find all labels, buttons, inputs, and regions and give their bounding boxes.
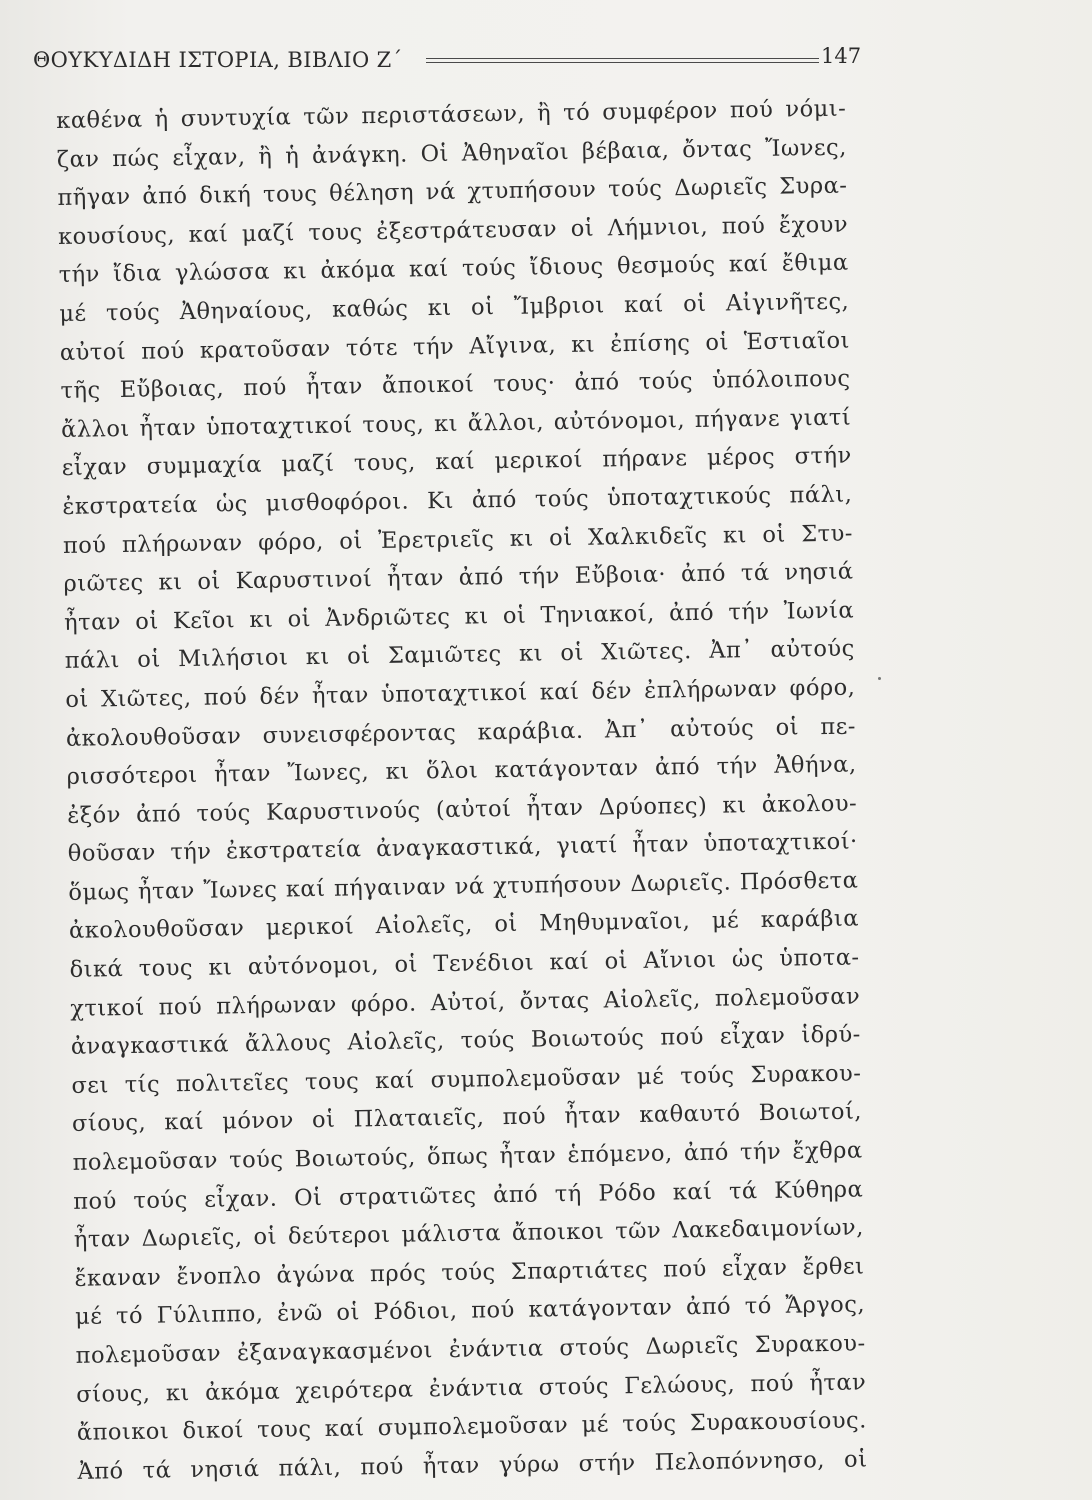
- text-line: ὅμως ἦταν Ἴωνες καί πήγαιναν νά χτυπήσουν Δωριεῖς. Πρόσθετα: [68, 867, 859, 906]
- page-number: 147: [821, 44, 862, 68]
- header-rule-top: [426, 58, 819, 59]
- text-line: σει τίς πολιτεῖες τους καί συμπολεμοῦσαν μέ τούς Συρακου-: [71, 1060, 862, 1099]
- text-line: πῆγαν ἀπό δική τους θέληση νά χτυπήσουν τούς Δωριεῖς Συρα-: [57, 172, 848, 212]
- text-line: μέ τούς Ἀθηναίους, καθώς κι οἱ Ἴμβριοι καί οἱ Αἰγινῆτες,: [59, 288, 850, 327]
- body-text: [56, 89, 878, 1491]
- text-line: ἐξόν ἀπό τούς Καρυστινούς (αὐτοί ἦταν Δρύοπες) κι ἀκολου-: [67, 790, 858, 829]
- text-line: θοῦσαν τήν ἐκστρατεία ἀναγκαστικά, γιατί ἦταν ὑποταχτικοί·: [67, 828, 858, 868]
- running-title: ΘΟΥΚΥΔΙΔΗ ΙΣΤΟΡΙΑ, ΒΙΒΛΙΟ Ζ΄: [33, 48, 403, 72]
- text-line: χτικοί πού πλήρωναν φόρο. Αὐτοί, ὄντας Αἰολεῖς, πολεμοῦσαν: [70, 983, 861, 1022]
- text-line: πολεμοῦσαν ἐξαναγκασμένοι ἐνάντια στούς Δωριεῖς Συρακου-: [75, 1330, 866, 1369]
- text-line: πολεμοῦσαν τούς Βοιωτούς, ὅπως ἦταν ἑπόμενο, ἀπό τήν ἔχθρα: [72, 1137, 863, 1176]
- text-line: ἄποικοι δικοί τους καί συμπολεμοῦσαν μέ τούς Συρακουσίους.: [76, 1407, 868, 1447]
- text-line: αὐτοί πού κρατοῦσαν τότε τήν Αἴγινα, κι ἐπίσης οἱ Ἑστιαῖοι: [59, 327, 851, 366]
- text-line: τήν ἴδια γλώσσα κι ἀκόμα καί τούς ἴδιους θεσμούς καί ἔθιμα: [58, 249, 849, 289]
- text-line: ἦταν οἱ Κεῖοι κι οἱ Ἀνδριῶτες κι οἱ Τηνιακοί, ἀπό τήν Ἰωνία: [63, 597, 855, 636]
- text-line: ζαν πώς εἶχαν, ἢ ἡ ἀνάγκη. Οἱ Ἀθηναῖοι βέβαια, ὄντας Ἴωνες,: [56, 134, 848, 173]
- text-line: καθένα ἡ συντυχία τῶν περιστάσεων, ἢ τό συμφέρον πού νόμι-: [56, 95, 847, 134]
- text-line: μέ τό Γύλιππο, ἐνῶ οἱ Ρόδιοι, πού κατάγονταν ἀπό τό Ἄργος,: [74, 1291, 866, 1331]
- text-line: εἶχαν συμμαχία μαζί τους, καί μερικοί πήρανε μέρος στήν: [61, 442, 852, 482]
- text-line: ἀκολουθοῦσαν συνεισφέροντας καράβια. Ἀπ᾿ αὐτούς οἱ πε-: [65, 713, 857, 752]
- text-line: ἔκαναν ἔνοπλο ἀγώνα πρός τούς Σπαρτιάτες πού εἶχαν ἔρθει: [74, 1253, 865, 1292]
- text-line: οἱ Χιῶτες, πού δέν ἦταν ὑποταχτικοί καί δέν ἐπλήρωναν φόρο,: [65, 674, 856, 713]
- text-line: ριῶτες κι οἱ Καρυστινοί ἦταν ἀπό τήν Εὔβοια· ἀπό τά νησιά: [63, 558, 854, 598]
- text-line: ἀκολουθοῦσαν μερικοί Αἰολεῖς, οἱ Μηθυμναῖοι, μέ καράβια: [68, 905, 860, 945]
- text-line: δικά τους κι αὐτόνομοι, οἱ Τενέδιοι καί οἱ Αἴνιοι ὡς ὑποτα-: [69, 944, 860, 983]
- paper-speck: [878, 677, 881, 680]
- text-line: κουσίους, καί μαζί τους ἐξεστράτευσαν οἱ Λήμνιοι, πού ἔχουν: [57, 211, 849, 250]
- text-line: πού τούς εἶχαν. Οἱ στρατιῶτες ἀπό τή Ρόδο καί τά Κύθηρα: [73, 1176, 864, 1215]
- text-line: σίους, κι ἀκόμα χειρότερα ἐνάντια στούς Γελώους, πού ἦταν: [76, 1369, 867, 1408]
- text-line: ἐκστρατεία ὡς μισθοφόροι. Κι ἀπό τούς ὑποταχτικούς πάλι,: [62, 481, 853, 520]
- header-rule-bottom: [426, 62, 819, 63]
- text-line: ἦταν Δωριεῖς, οἱ δεύτεροι μάλιστα ἄποικοι τῶν Λακεδαιμονίων,: [73, 1214, 864, 1254]
- text-line: πάλι οἱ Μιλήσιοι κι οἱ Σαμιῶτες κι οἱ Χιῶτες. Ἀπ᾿ αὐτούς: [64, 635, 855, 675]
- text-line: τῆς Εὔβοιας, πού ἦταν ἄποικοί τους· ἀπό τούς ὑπόλοιπους: [60, 365, 851, 405]
- text-line: ἀναγκαστικά ἄλλους Αἰολεῖς, τούς Βοιωτούς πού εἶχαν ἱδρύ-: [70, 1021, 861, 1061]
- text-line: ρισσότεροι ἦταν Ἴωνες, κι ὅλοι κατάγονταν ἀπό τήν Ἀθήνα,: [66, 751, 857, 791]
- text-line: ἄλλοι ἦταν ὑποταχτικοί τους, κι ἄλλοι, αὐτόνομοι, πήγανε γιατί: [60, 404, 852, 443]
- page-header: [33, 44, 862, 78]
- text-line: Ἀπό τά νησιά πάλι, πού ἦταν γύρω στήν Πελοπόννησο, οἱ: [77, 1446, 868, 1485]
- text-line: σίους, καί μόνον οἱ Πλαταιεῖς, πού ἦταν καθαυτό Βοιωτοί,: [71, 1098, 863, 1138]
- text-line: πού πλήρωναν φόρο, οἱ Ἐρετριεῖς κι οἱ Χαλκιδεῖς κι οἱ Στυ-: [62, 520, 854, 559]
